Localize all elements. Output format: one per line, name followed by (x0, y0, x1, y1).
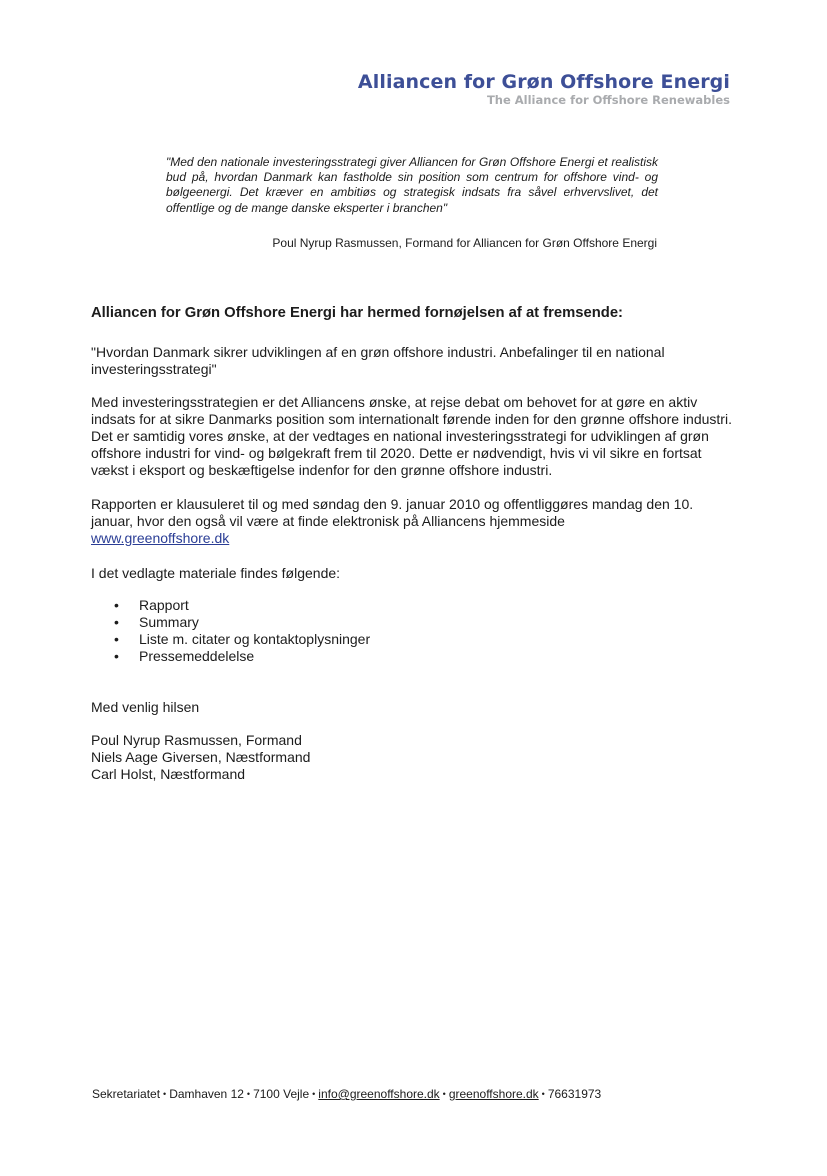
bullet-icon: • (114, 614, 119, 630)
separator-dot-icon: • (312, 1089, 316, 1099)
footer-secretariat: Sekretariatet (92, 1087, 161, 1101)
signer-name: Carl Holst, Næstformand (91, 766, 246, 782)
organization-subtitle: The Alliance for Offshore Renewables (486, 93, 730, 107)
attachments-intro: I det vedlagte materiale findes følgende: (91, 565, 341, 581)
list-item (91, 631, 370, 648)
signer-name: Poul Nyrup Rasmussen, Formand (91, 732, 302, 748)
closing-salutation: Med venlig hilsen (91, 699, 200, 715)
separator-dot-icon: • (442, 1089, 446, 1099)
quote-text: "Med den nationale investeringsstrategi giver Alliancen for Grøn Offshore Energi et realistisk bud på, hvordan Danmark kan fastholde sin position som centrum for offshore vind- og bølgeenergi. Det kræver en ambitiøs og strategisk indsats fra såvel erhvervslivet, det offentlige og de mange danske eksperter i branchen" (166, 155, 658, 215)
footer-city: 7100 Vejle (253, 1087, 310, 1101)
embargo-paragraph (91, 496, 736, 547)
list-item-label: Summary (139, 614, 199, 630)
signer-name: Niels Aage Giversen, Næstformand (91, 749, 311, 765)
organization-name: Alliancen for Grøn Offshore Energi (357, 71, 730, 93)
list-item (91, 597, 370, 614)
footer-address: Damhaven 12 (169, 1087, 244, 1101)
letter-heading: Alliancen for Grøn Offshore Energi har hermed fornøjelsen af at fremsende: (91, 305, 623, 321)
bullet-icon: • (114, 597, 119, 613)
list-item-label: Liste m. citater og kontaktoplysninger (139, 631, 371, 647)
separator-dot-icon: • (163, 1089, 167, 1099)
strategy-paragraph: Med investeringsstrategien er det Alliancens ønske, at rejse debat om behovet for at gøre en aktiv indsats for at sikre Danmarks position som internationalt førende inden for den grønne offshore industri. Det er samtidig vores ønske, at der vedtages en national investeringsstrategi for udviklingen af grøn offshore industri for vind- og bølgekraft frem til 2020. Dette er nødvendigt, hvis vi vil sikre en fortsat vækst i eksport og beskæftigelse indenfor for den grønne offshore industri. (91, 394, 732, 478)
list-item-label: Pressemeddelelse (139, 648, 255, 664)
embargo-text: Rapporten er klausuleret til og med søndag den 9. januar 2010 og offentliggøres mandag den 10. januar, hvor den også vil være at finde elektronisk på Alliancens hjemmeside (91, 496, 694, 529)
bullet-icon: • (114, 648, 119, 664)
bullet-icon: • (114, 631, 119, 647)
quote-attribution: Poul Nyrup Rasmussen, Formand for Alliancen for Grøn Offshore Energi (272, 236, 657, 250)
letterhead (358, 70, 730, 107)
footer-website-link[interactable]: greenoffshore.dk (448, 1087, 539, 1101)
list-item (91, 648, 370, 665)
separator-dot-icon: • (246, 1089, 251, 1099)
signature-block (91, 732, 310, 783)
report-title-paragraph: "Hvordan Danmark sikrer udviklingen af en grøn offshore industri. Anbefalinger til en national investeringsstrategi" (91, 344, 665, 377)
footer-contact (92, 1087, 601, 1101)
footer-phone: 76631973 (547, 1087, 602, 1101)
list-item-label: Rapport (139, 597, 189, 613)
separator-dot-icon: • (541, 1089, 545, 1099)
footer-email-link[interactable]: info@greenoffshore.dk (318, 1087, 440, 1101)
list-item (91, 614, 370, 631)
attachments-list (91, 597, 370, 665)
website-link[interactable]: www.greenoffshore.dk (91, 530, 230, 546)
